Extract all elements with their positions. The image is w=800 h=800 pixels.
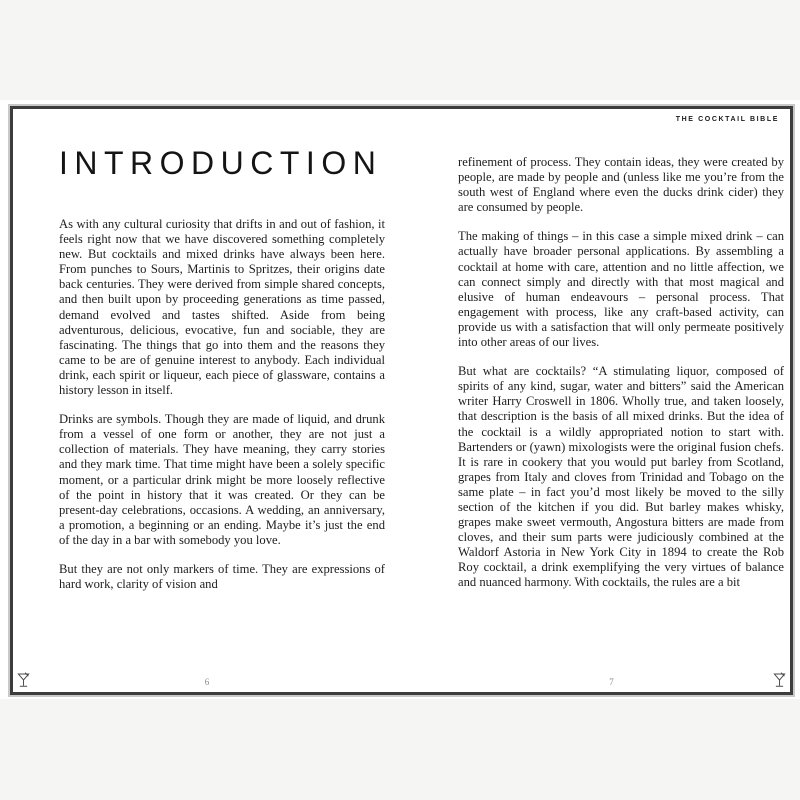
book-spread	[10, 106, 793, 695]
left-page-text-column	[59, 217, 385, 606]
body-paragraph: But they are not only markers of time. They are expressions of hard work, clarity of vision and	[59, 561, 385, 592]
page-title: INTRODUCTION	[59, 145, 383, 181]
page-number-right: 7	[609, 677, 614, 687]
book-photo	[0, 100, 800, 699]
body-paragraph: refinement of process. They contain ideas, they were created by people, are made by people and (unless like me you’re from the south west of England where even the ducks drink cider) they are consumed by people.	[458, 155, 784, 215]
body-paragraph: Drinks are symbols. Though they are made of liquid, and drunk from a vessel of one form or another, they are not just a collection of materials. They have meaning, they carry stories and they mark time. That time might have been a solely specific moment, or a particular drink might be more loosely reflective of the point in history that it was created. Or they can be present-day celebrations, occasions. A wedding, an anniversary, a promotion, a beginning or an ending. Maybe it’s just the end of the day in a bar with somebody you love.	[59, 412, 385, 547]
martini-glass-icon	[773, 672, 786, 688]
body-paragraph: The making of things – in this case a simple mixed drink – can actually have broader personal applications. By assembling a cocktail at home with care, attention and no little affection, we can connect simply and directly with that most magical and elusive of human endeavours – personal process. That engagement with process, like any craft-based activity, can provide us with a satisfaction that will only permeate positively into other areas of our lives.	[458, 229, 784, 350]
page-number-left: 6	[204, 677, 210, 687]
right-page-text-column	[458, 155, 784, 605]
body-paragraph: As with any cultural curiosity that drifts in and out of fashion, it feels right now that we have discovered something completely new. But cocktails and mixed drinks have always been here. From punches to Sours, Martinis to Spritzes, their origins date back centuries. They were derived from simple shared concepts, and then built upon by proceeding generations as time passed, demand evolved and tastes shifted. Aside from being adventurous, delicious, evocative, fun and sociable, they are fascinating. The things that go into them and the reasons they came to be are of genuine interest to anybody. Each individual drink, each spirit or liqueur, each piece of glassware, contains a history lesson in itself.	[59, 217, 385, 398]
body-paragraph: But what are cocktails? “A stimulating liquor, composed of spirits of any kind, sugar, water and bitters” said the American writer Harry Croswell in 1806. Wholly true, and taken loosely, that description is the basis of all mixed drinks. But the idea of the cocktail is a wildly appropriated notion to start with. Bartenders or (yawn) mixologists were the original fusion chefs. It is rare in cookery that you would put barley from Scotland, grapes from Italy and cloves from Trinidad and Tobago on the same plate – in fact you’d most likely be moved to the silly section of the kitchen if you did. But barley makes whisky, grapes make sweet vermouth, Angostura bitters are made from cloves, and their sum parts were judiciously combined at the Waldorf Astoria in New York City in 1894 to create the Rob Roy cocktail, a drink exemplifying the very virtues of balance and nuanced harmony. With cocktails, the rules are a bit	[458, 364, 784, 590]
running-header: THE COCKTAIL BIBLE	[675, 116, 779, 123]
martini-glass-icon	[17, 672, 30, 688]
